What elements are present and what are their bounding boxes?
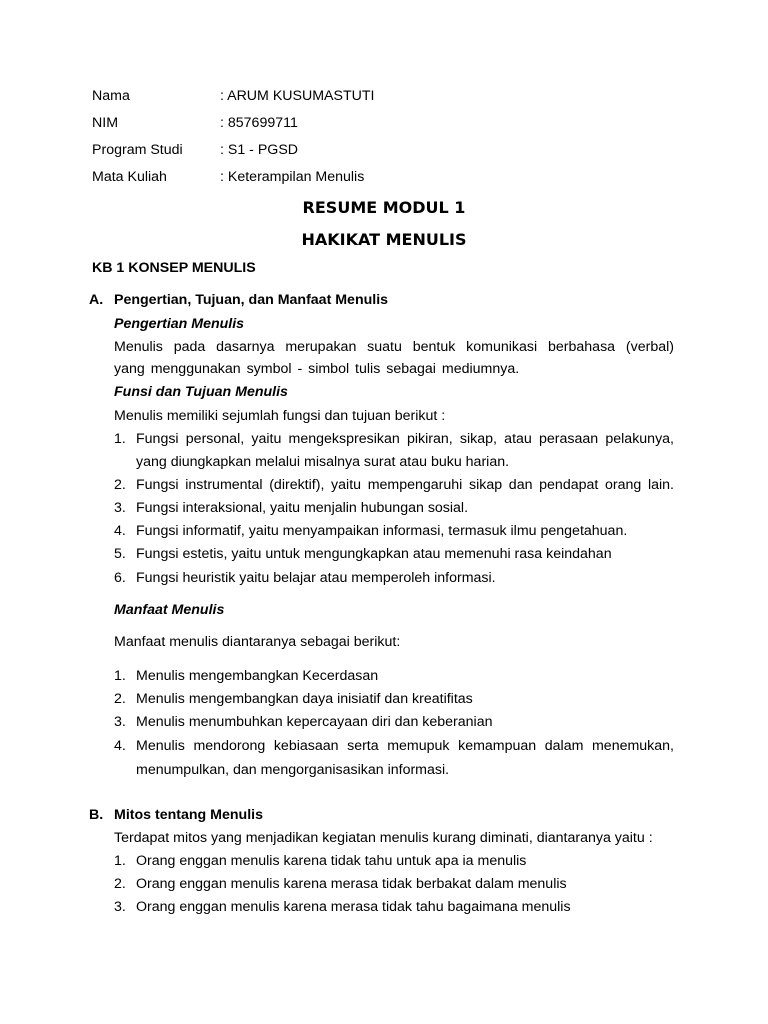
list-item-text: Orang enggan menulis karena tidak tahu untuk apa ia menulis bbox=[136, 853, 527, 869]
list-number: 4. bbox=[114, 738, 126, 754]
list-item-text: yang diungkapkan melalui misalnya surat atau buku harian. bbox=[136, 454, 510, 470]
list-item-text: Orang enggan menulis karena merasa tidak tahu bagaimana menulis bbox=[136, 899, 571, 915]
list-item-text: Fungsi personal, yaitu mengekspresikan pikiran, sikap, atau perasaan pelakunya, bbox=[136, 431, 674, 447]
manfaat-heading: Manfaat Menulis bbox=[114, 602, 225, 618]
pengertian-heading: Pengertian Menulis bbox=[114, 316, 245, 332]
pengertian-line: Menulis pada dasarnya merupakan suatu bentuk komunikasi berbahasa (verbal) bbox=[114, 339, 674, 355]
info-label: Mata Kuliah bbox=[92, 169, 167, 185]
info-value: : Keterampilan Menulis bbox=[220, 169, 365, 185]
fungsi-intro: Menulis memiliki sejumlah fungsi dan tujuan berikut : bbox=[114, 408, 446, 424]
list-number: 1. bbox=[114, 431, 126, 447]
section-a-heading: Pengertian, Tujuan, dan Manfaat Menulis bbox=[114, 292, 389, 308]
info-value: : ARUM KUSUMASTUTI bbox=[220, 88, 375, 104]
info-value: : S1 - PGSD bbox=[220, 142, 299, 158]
info-label: Nama bbox=[92, 88, 130, 104]
info-label: Program Studi bbox=[92, 142, 183, 158]
info-row-nama bbox=[92, 87, 375, 114]
list-number: 6. bbox=[114, 570, 126, 586]
list-number: 3. bbox=[114, 714, 126, 730]
student-info-block bbox=[92, 87, 375, 195]
list-item-text: Orang enggan menulis karena merasa tidak berbakat dalam menulis bbox=[136, 876, 567, 892]
list-item-text: Menulis mengembangkan Kecerdasan bbox=[136, 668, 379, 684]
document-subtitle: HAKIKAT MENULIS bbox=[301, 230, 467, 249]
document-title: RESUME MODUL 1 bbox=[302, 198, 466, 217]
list-number: 2. bbox=[114, 477, 126, 493]
section-b-heading: Mitos tentang Menulis bbox=[114, 807, 263, 823]
info-label: NIM bbox=[92, 115, 119, 131]
list-number: 3. bbox=[114, 500, 126, 516]
list-item-text: menumpulkan, dan mengorganisasikan informasi. bbox=[136, 762, 450, 778]
list-item-text: Fungsi estetis, yaitu untuk mengungkapkan atau memenuhi rasa keindahan bbox=[136, 546, 612, 562]
list-number: 5. bbox=[114, 546, 126, 562]
list-item-text: Fungsi interaksional, yaitu menjalin hubungan sosial. bbox=[136, 500, 469, 516]
fungsi-heading: Funsi dan Tujuan Menulis bbox=[114, 384, 288, 400]
list-number: 3. bbox=[114, 899, 126, 915]
list-item-text: Menulis mengembangkan daya inisiatif dan kreatifitas bbox=[136, 691, 473, 707]
list-number: 2. bbox=[114, 876, 126, 892]
section-b-letter: B. bbox=[89, 807, 104, 823]
info-row-mata-kuliah bbox=[92, 168, 375, 195]
list-item-text: Menulis mendorong kebiasaan serta memupuk kemampuan dalam menemukan, bbox=[136, 738, 674, 754]
info-value: : 857699711 bbox=[220, 115, 298, 131]
info-row-nim bbox=[92, 114, 375, 141]
info-row-program-studi bbox=[92, 141, 375, 168]
list-item-text: Fungsi instrumental (direktif), yaitu mempengaruhi sikap dan pendapat orang lain. bbox=[136, 477, 674, 493]
list-number: 4. bbox=[114, 523, 126, 539]
manfaat-intro: Manfaat menulis diantaranya sebagai berikut: bbox=[114, 634, 401, 650]
list-item-text: Menulis menumbuhkan kepercayaan diri dan keberanian bbox=[136, 714, 493, 730]
section-a-letter: A. bbox=[89, 292, 104, 308]
section-b-intro: Terdapat mitos yang menjadikan kegiatan menulis kurang diminati, diantaranya yaitu : bbox=[114, 830, 653, 846]
list-number: 2. bbox=[114, 691, 126, 707]
list-number: 1. bbox=[114, 853, 126, 869]
pengertian-line: yang menggunakan symbol - simbol tulis sebagai mediumnya. bbox=[114, 361, 520, 377]
list-number: 1. bbox=[114, 668, 126, 684]
list-item-text: Fungsi informatif, yaitu menyampaikan informasi, termasuk ilmu pengetahuan. bbox=[136, 523, 628, 539]
list-item-text: Fungsi heuristik yaitu belajar atau memperoleh informasi. bbox=[136, 570, 496, 586]
kb-heading: KB 1 KONSEP MENULIS bbox=[92, 260, 256, 276]
